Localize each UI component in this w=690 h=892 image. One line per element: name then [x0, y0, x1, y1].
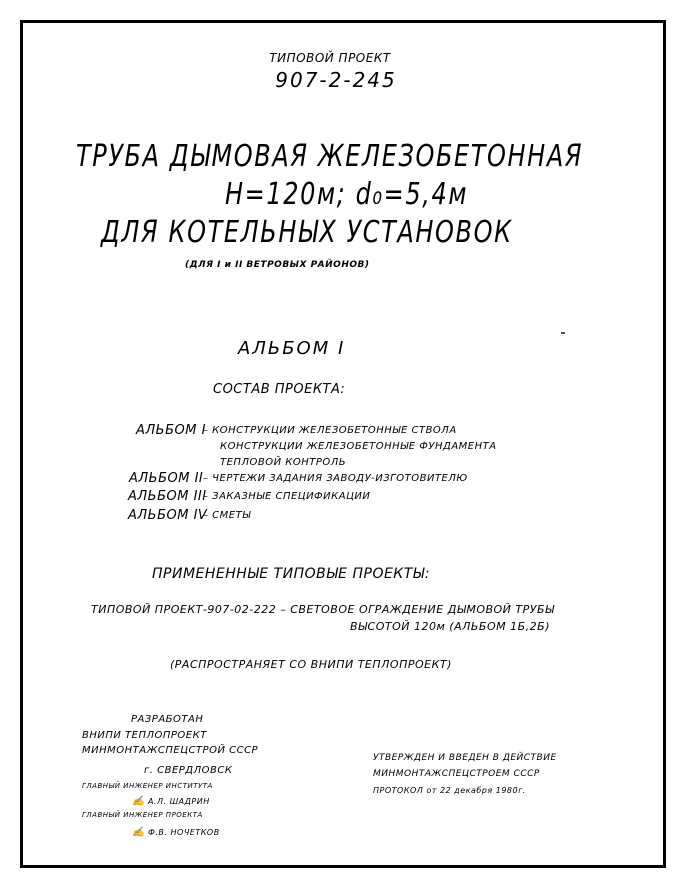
composition-desc-1: – КОНСТРУКЦИИ ЖЕЛЕЗОБЕТОННЫЕ СТВОЛА	[203, 425, 457, 436]
wind-regions-note: (ДЛЯ I и II ВЕТРОВЫХ РАЙОНОВ)	[185, 260, 370, 270]
developer-role-1: ГЛАВНЫЙ ИНЖЕНЕР ИНСТИТУТА	[82, 782, 213, 790]
signatory-2-name: Ф.В. НОЧЕТКОВ	[148, 828, 220, 837]
title-line-2: H=120м; d₀=5,4м	[225, 177, 469, 212]
project-type-label: ТИПОВОЙ ПРОЕКТ	[269, 51, 391, 65]
approval-line-2: МИНМОНТАЖСПЕЦСТРОЕМ СССР	[373, 769, 540, 779]
distribution-note: (РАСПРОСТРАНЯЕТ СО ВНИПИ ТЕПЛОПРОЕКТ)	[170, 658, 452, 671]
developer-line-3: МИНМОНТАЖСПЕЦСТРОЙ СССР	[82, 745, 259, 756]
composition-desc-5: – ЗАКАЗНЫЕ СПЕЦИФИКАЦИИ	[203, 491, 371, 502]
scan-dot	[561, 332, 565, 334]
composition-desc-4: – ЧЕРТЕЖИ ЗАДАНИЯ ЗАВОДУ-ИЗГОТОВИТЕЛЮ	[203, 473, 468, 484]
title-line-3: ДЛЯ КОТЕЛЬНЫХ УСТАНОВОК	[101, 215, 513, 250]
developer-line-1: РАЗРАБОТАН	[131, 714, 204, 725]
handwritten-signature-icon: ✍	[132, 796, 145, 807]
developer-city: г. СВЕРДЛОВСК	[144, 765, 233, 776]
approval-line-3: ПРОТОКОЛ от 22 декабря 1980г.	[373, 786, 526, 795]
developer-signature-1	[132, 797, 210, 807]
composition-album-1: АЛЬБОМ I	[136, 423, 206, 438]
developer-line-2: ВНИПИ ТЕПЛОПРОЕКТ	[82, 730, 207, 741]
signatory-1-name: А.Л. ШАДРИН	[148, 797, 210, 806]
applied-line-1: ТИПОВОЙ ПРОЕКТ-907-02-222 – СВЕТОВОЕ ОГРАЖДЕНИЕ ДЫМОВОЙ ТРУБЫ	[91, 603, 555, 616]
project-number: 907-2-245	[275, 68, 397, 92]
developer-signature-2	[132, 828, 220, 838]
approval-line-1: УТВЕРЖДЕН И ВВЕДЕН В ДЕЙСТВИЕ	[373, 753, 557, 763]
applied-line-2: ВЫСОТОЙ 120м (АЛЬБОМ 1Б,2Б)	[350, 620, 550, 633]
composition-heading: СОСТАВ ПРОЕКТА:	[213, 382, 346, 397]
title-line-1: ТРУБА ДЫМОВАЯ ЖЕЛЕЗОБЕТОННАЯ	[76, 139, 584, 174]
composition-album-3: АЛЬБОМ III	[128, 489, 207, 504]
composition-album-2: АЛЬБОМ II	[129, 471, 204, 486]
composition-desc-3: ТЕПЛОВОЙ КОНТРОЛЬ	[220, 457, 347, 468]
developer-role-2: ГЛАВНЫЙ ИНЖЕНЕР ПРОЕКТА	[82, 811, 203, 819]
composition-desc-2: КОНСТРУКЦИИ ЖЕЛЕЗОБЕТОННЫЕ ФУНДАМЕНТА	[220, 441, 497, 452]
album-label: АЛЬБОМ I	[238, 338, 346, 359]
composition-desc-6: – СМЕТЫ	[203, 510, 251, 521]
handwritten-signature-icon: ✍	[132, 827, 145, 838]
composition-album-4: АЛЬБОМ IV	[128, 508, 208, 523]
applied-heading: ПРИМЕНЕННЫЕ ТИПОВЫЕ ПРОЕКТЫ:	[152, 566, 430, 582]
